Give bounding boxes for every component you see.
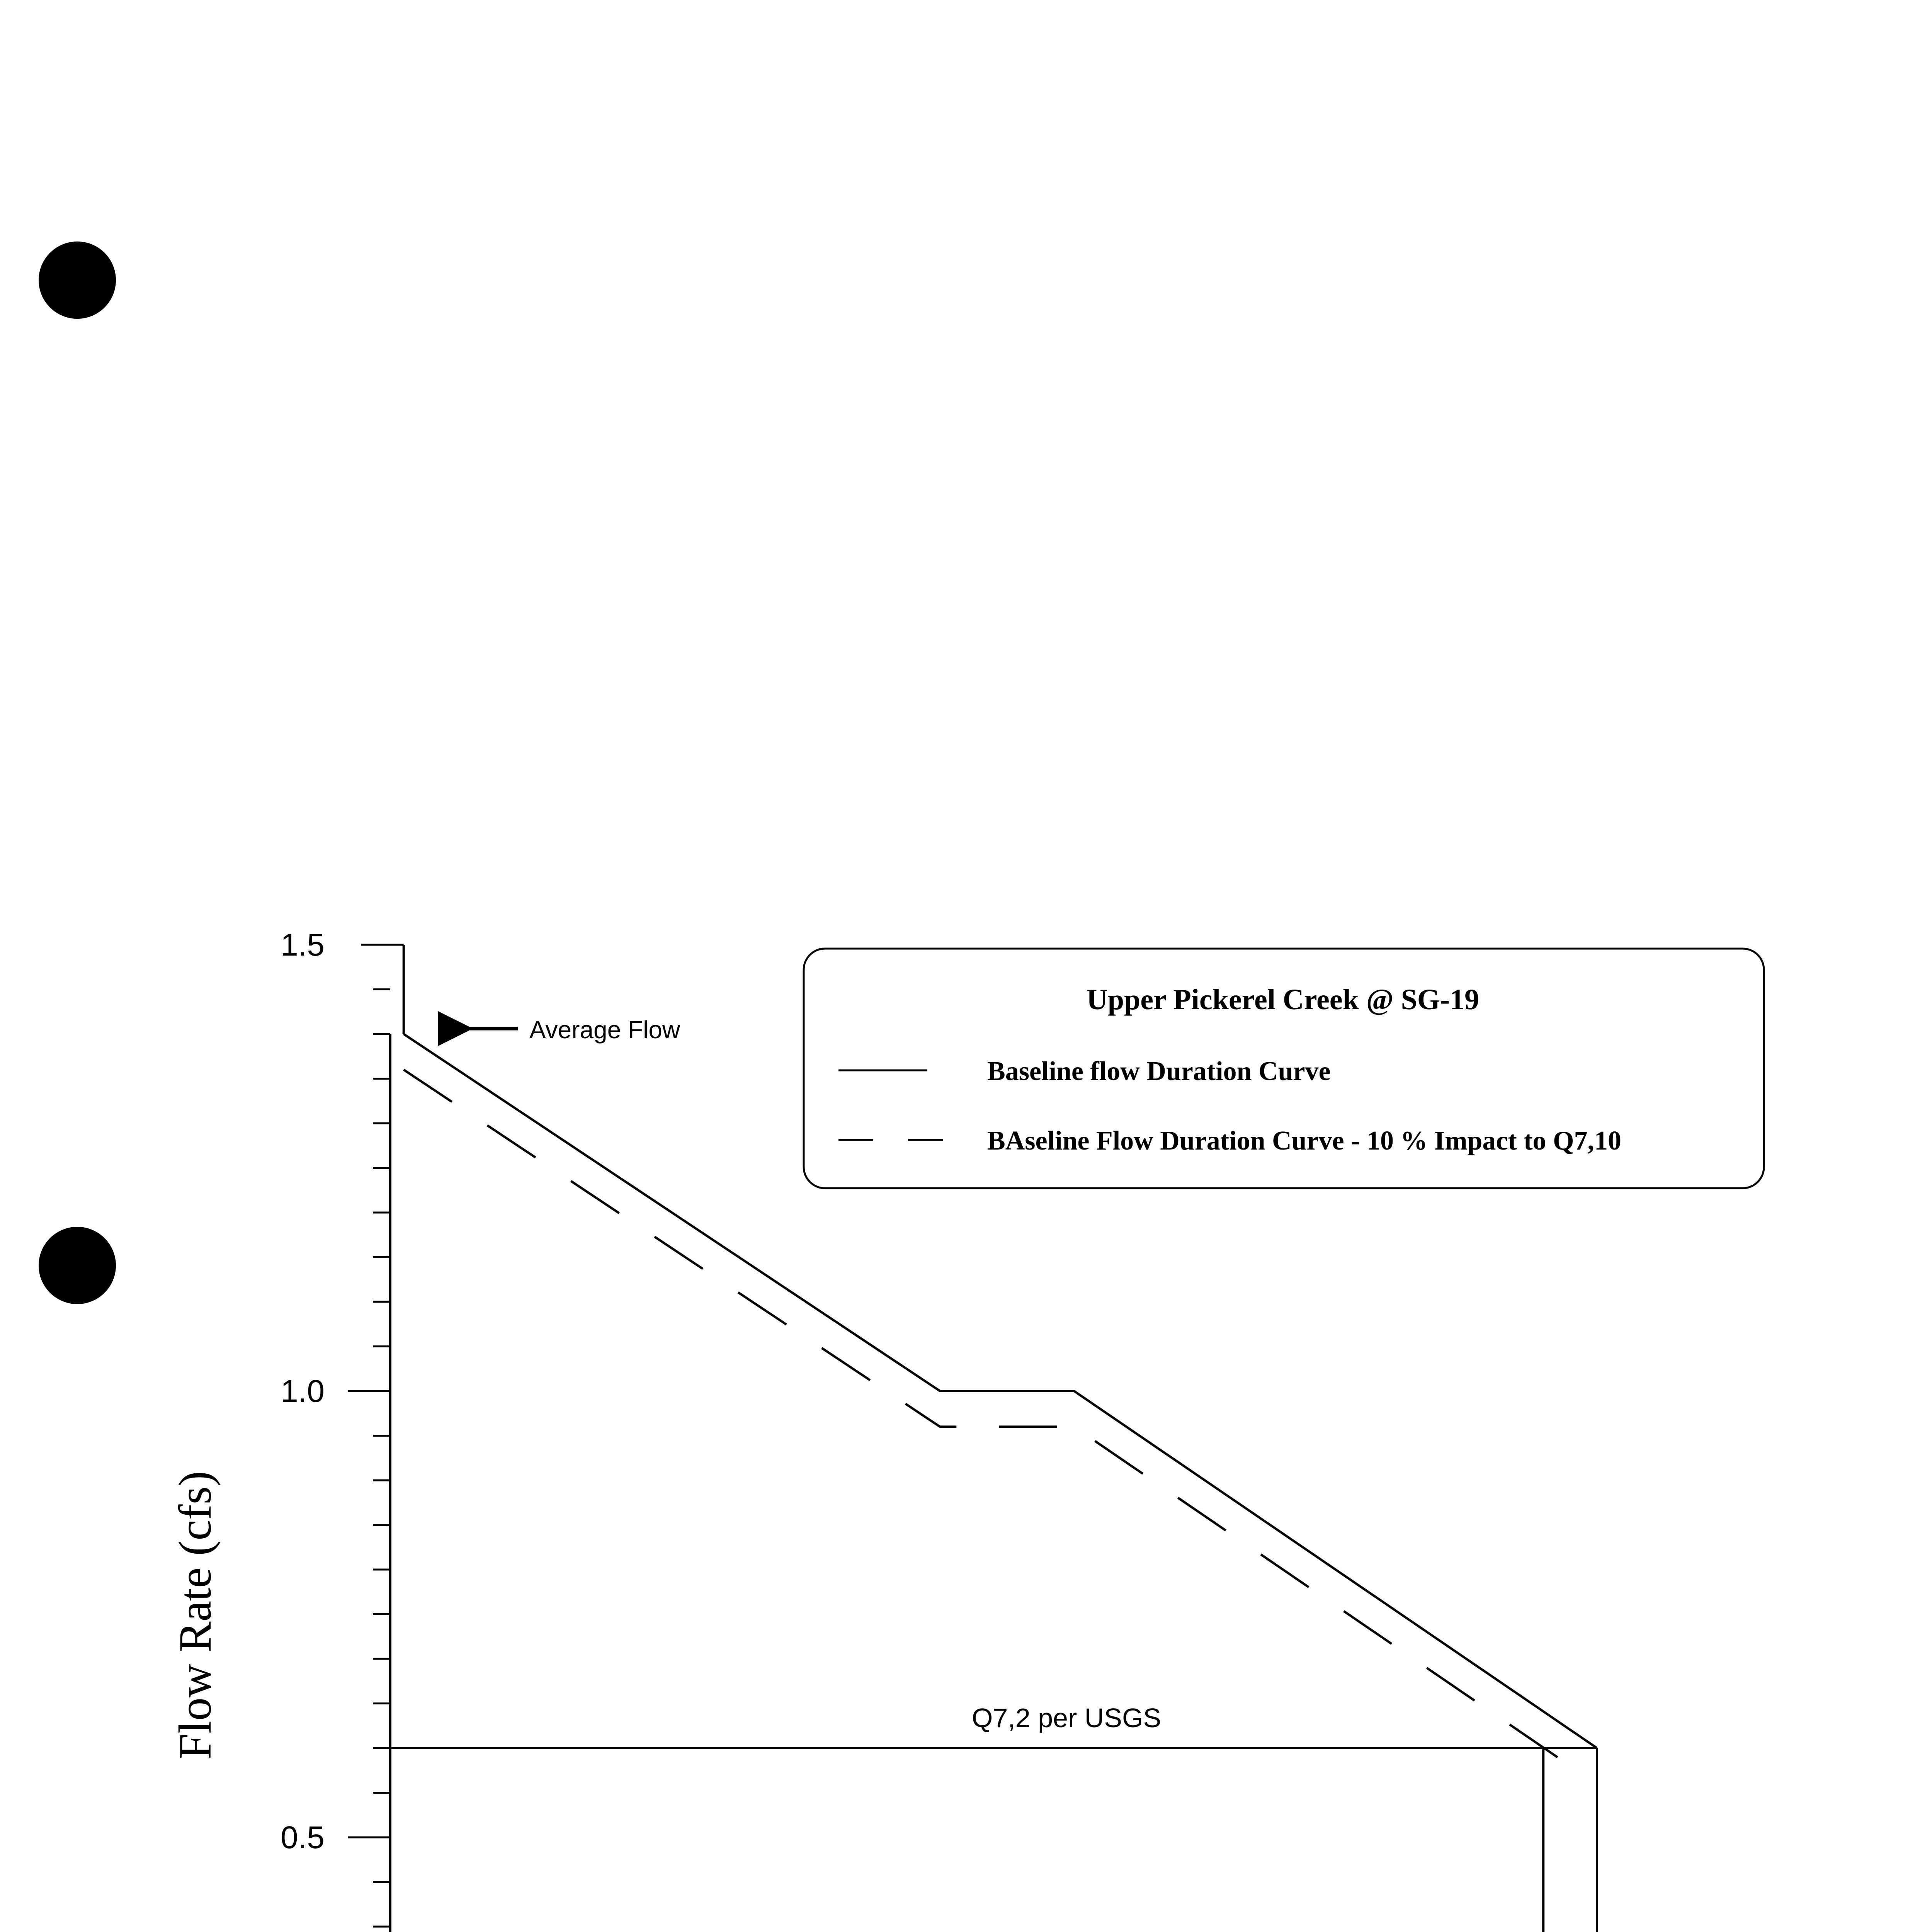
legend-entry-impact: BAseline Flow Duration Curve - 10 % Impact to Q7,10 (987, 1126, 1622, 1156)
impact-series-line (404, 1070, 1570, 1766)
legend-entry-baseline: Baseline flow Duration Curve (987, 1056, 1331, 1086)
legend (804, 949, 1764, 1188)
y-tick-label: 1.5 (281, 927, 325, 963)
reference-lines (390, 1748, 1597, 1932)
y-axis-label: Flow Rate (cfs) (169, 1471, 221, 1760)
q72-reference-label: Q7,2 per USGS (971, 1703, 1162, 1733)
y-tick-label: 0.5 (281, 1820, 325, 1855)
average-flow-annotation: Average Flow (529, 1016, 680, 1044)
legend-title: Upper Pickerel Creek @ SG-19 (1086, 983, 1480, 1016)
y-tick-label: 1.0 (281, 1374, 325, 1409)
